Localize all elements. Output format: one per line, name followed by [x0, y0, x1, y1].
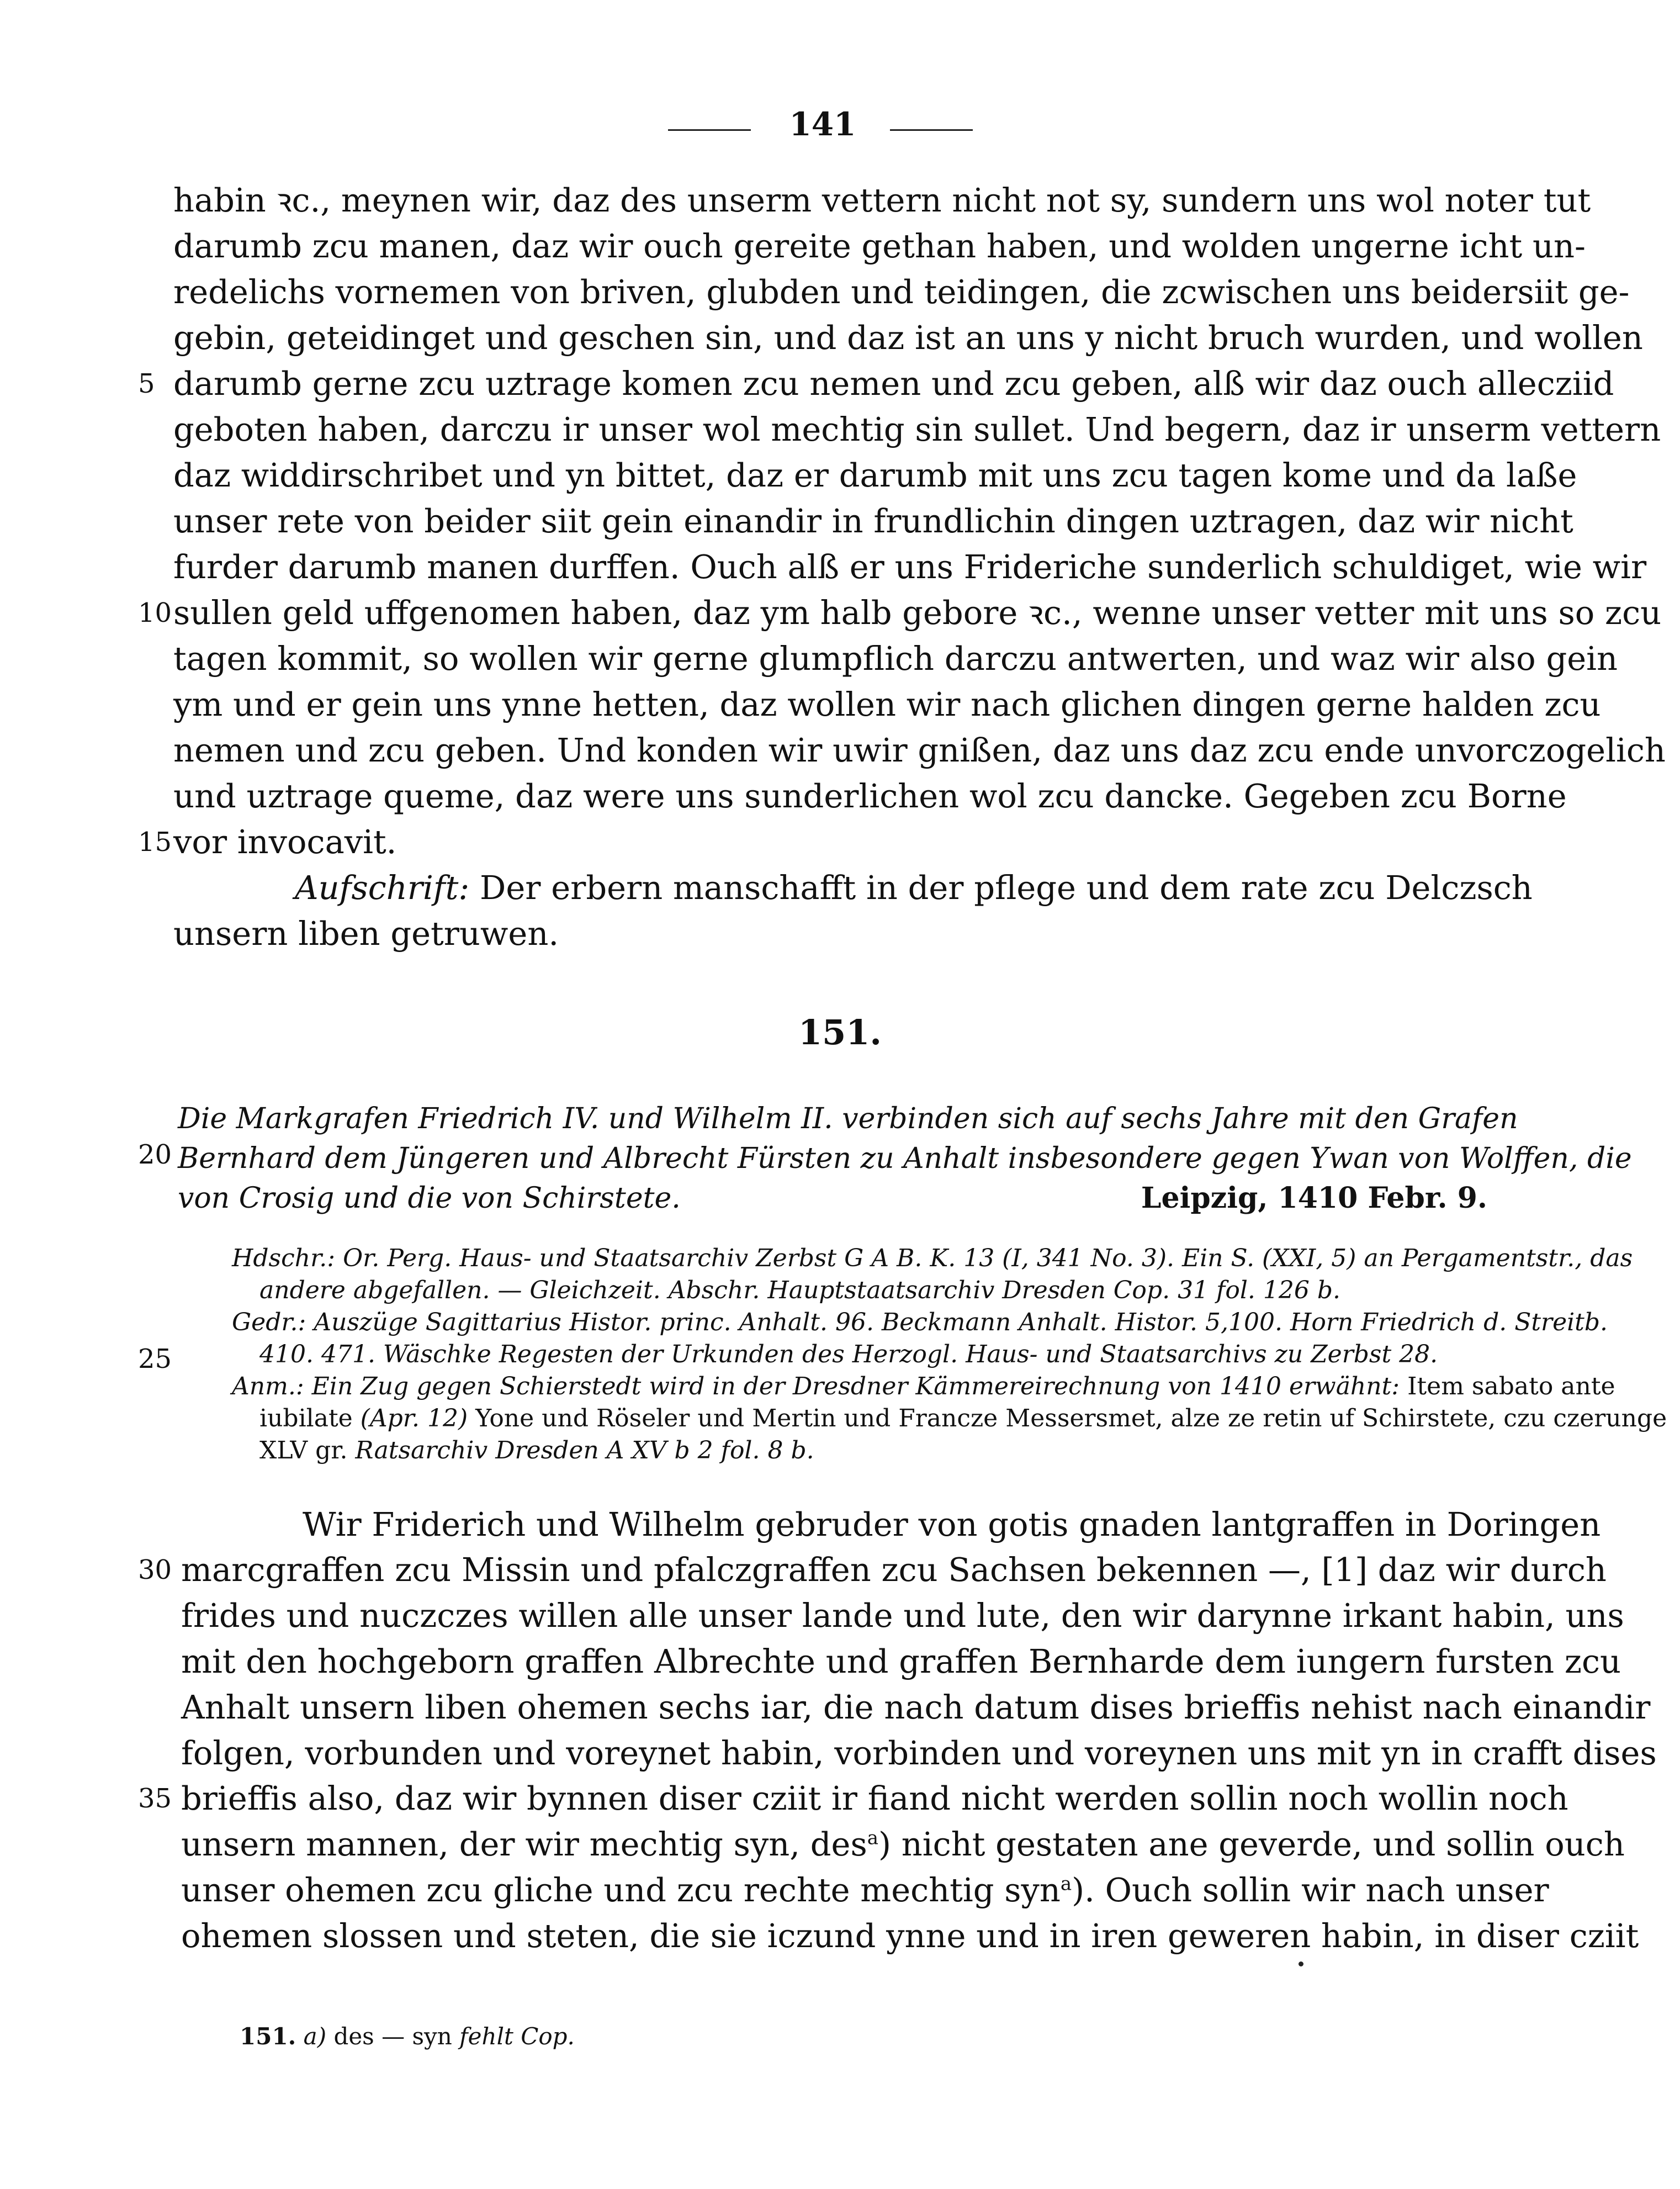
- line-number: 35: [138, 1783, 172, 1814]
- text-line: gebin, geteidinget und geschen sin, und daz ist an uns y nicht bruch wurden, und wollen: [173, 319, 1643, 357]
- regest-text: von Crosig und die von Schirstete.: [178, 1182, 681, 1215]
- header-rule-right: [890, 129, 973, 131]
- text-line: ym und er gein uns ynne hetten, daz wollen wir nach glichen dingen gerne halden zcu: [173, 685, 1601, 723]
- apparatus-note: Anm.: Ein Zug gegen Schierstedt wird in der Dresdner Kämmereirechnung von 1410 erwähnt:: [232, 1372, 1400, 1400]
- footnote-mark: a): [303, 2023, 327, 2050]
- stray-dot: [1299, 1961, 1303, 1966]
- text-line: geboten haben, darczu ir unser wol mechtig sin sullet. Und begern, daz ir unserm vettern: [173, 410, 1661, 448]
- text-segment: unser ohemen zcu gliche und zcu rechte mechtig syn: [181, 1871, 1061, 1909]
- footnote: [240, 2021, 575, 2052]
- aufschrift-label: Aufschrift:: [295, 869, 470, 907]
- regest-date: Leipzig, 1410 Febr. 9.: [1141, 1181, 1487, 1215]
- text-line: vor invocavit.: [173, 823, 397, 861]
- line-number: 10: [138, 598, 172, 628]
- apparatus-quote: Yone und Röseler und Mertin und Francze Messersmet, alze ze retin uf Schirstete, czu czerunge: [468, 1404, 1667, 1432]
- text-line: unsern liben getruwen.: [173, 914, 559, 953]
- text-line: furder darumb manen durffen. Ouch alß er uns Frideriche sunderlich schuldiget, wie wir: [173, 548, 1647, 586]
- text-line: ohemen slossen und steten, die sie iczund ynne und in iren geweren habin, in diser cziit: [181, 1917, 1639, 1955]
- footnote-ref: a: [867, 1827, 879, 1849]
- text-line: marcgraffen zcu Missin und pfalczgraffen zcu Sachsen bekennen —, [1] daz wir durch: [181, 1551, 1607, 1589]
- text-line: [181, 1868, 1549, 1913]
- apparatus-line: Hdschr.: Or. Perg. Haus- und Staatsarchiv Zerbst G A B. K. 13 (I, 341 No. 3). Ein S. (XXI, 5) an Pergamentstr., das: [232, 1244, 1633, 1272]
- line-number: 20: [138, 1139, 172, 1170]
- text-line: sullen geld uffgenomen haben, daz ym halb gebore ꝛc., wenne unser vetter mit uns so zcu: [173, 594, 1662, 632]
- page-number: 141: [789, 105, 856, 143]
- aufschrift-text: Der erbern manschafft in der pflege und dem rate zcu Delczsch: [469, 869, 1533, 907]
- page-header: [0, 105, 1680, 144]
- text-line: darumb gerne zcu uztrage komen zcu nemen und zcu geben, alß wir daz ouch allecziid: [173, 364, 1614, 403]
- footnote-number: 151.: [240, 2023, 296, 2050]
- text-line: folgen, vorbunden und voreynet habin, vorbinden und voreynen uns mit yn in crafft dises: [181, 1734, 1657, 1772]
- text-segment: unsern mannen, der wir mechtig syn, des: [181, 1825, 867, 1863]
- footnote-ref: a: [1060, 1873, 1072, 1895]
- regest-line: Die Markgrafen Friedrich IV. und Wilhelm II. verbinden sich auf sechs Jahre mit den Grafen: [178, 1102, 1518, 1135]
- text-line: darumb zcu manen, daz wir ouch gereite gethan haben, und wolden ungerne icht un-: [173, 227, 1586, 265]
- apparatus-line: [259, 1435, 814, 1467]
- text-line: und uztrage queme, daz were uns sunderlichen wol zcu dancke. Gegeben zcu Borne: [173, 777, 1567, 815]
- apparatus-date: (Apr. 12): [352, 1404, 468, 1432]
- apparatus-quote: Item sabato ante: [1400, 1372, 1615, 1400]
- text-line: habin ꝛc., meynen wir, daz des unserm vettern nicht not sy, sundern uns wol noter tut: [173, 181, 1591, 219]
- text-line: [181, 1822, 1625, 1867]
- text-line: brieffis also, daz wir bynnen diser cziit ir fiand nicht werden sollin noch wollin noch: [181, 1779, 1568, 1817]
- apparatus-line: 410. 471. Wäschke Regesten der Urkunden des Herzogl. Haus- und Staatsarchivs zu Zerbst 28.: [259, 1340, 1438, 1368]
- line-number: 25: [138, 1344, 172, 1374]
- regest-line-last: [178, 1178, 1487, 1218]
- line-number: 5: [138, 368, 155, 399]
- text-line: redelichs vornemen von briven, glubden und teidingen, die zcwischen uns beidersiit ge-: [173, 273, 1630, 311]
- apparatus-quote: XLV gr.: [259, 1436, 348, 1464]
- text-line: Anhalt unsern liben ohemen sechs iar, die nach datum dises brieffis nehist nach einandir: [181, 1688, 1651, 1726]
- text-segment: ). Ouch sollin wir nach unser: [1072, 1871, 1549, 1909]
- footnote-text-italic: fehlt Cop.: [459, 2023, 575, 2050]
- aufschrift-line: [295, 865, 1533, 911]
- document-number: 151.: [798, 1012, 882, 1053]
- text-line: frides und nuczczes willen alle unser lande und lute, den wir darynne irkant habin, uns: [181, 1596, 1624, 1635]
- footnote-text: des — syn: [326, 2023, 460, 2050]
- text-line: unser rete von beider siit gein einandir in frundlichin dingen uztragen, daz wir nicht: [173, 502, 1573, 540]
- line-number: 15: [138, 827, 172, 858]
- apparatus-line: andere abgefallen. — Gleichzeit. Abschr. Hauptstaatsarchiv Dresden Cop. 31 fol. 126 b.: [259, 1276, 1340, 1304]
- apparatus-line: [232, 1371, 1615, 1403]
- line-number: 30: [138, 1554, 172, 1585]
- text-line: tagen kommit, so wollen wir gerne glumpflich darczu antwerten, und waz wir also gein: [173, 639, 1618, 678]
- text-line: nemen und zcu geben. Und konden wir uwir gnißen, daz uns daz zcu ende unvorczogelich: [173, 731, 1666, 769]
- text-line: mit den hochgeborn graffen Albrechte und graffen Bernharde dem iungern fursten zcu: [181, 1642, 1621, 1680]
- text-line: daz widdirschribet und yn bittet, daz er darumb mit uns zcu tagen kome und da laße: [173, 456, 1577, 494]
- apparatus-quote: iubilate: [259, 1404, 353, 1432]
- apparatus-line: [259, 1403, 1667, 1435]
- regest-line: Bernhard dem Jüngeren und Albrecht Fürsten zu Anhalt insbesondere gegen Ywan von Wolffen, die: [178, 1142, 1632, 1175]
- header-rule-left: [668, 129, 751, 131]
- apparatus-source: Ratsarchiv Dresden A XV b 2 fol. 8 b.: [347, 1436, 814, 1464]
- apparatus-line: Gedr.: Auszüge Sagittarius Histor. princ. Anhalt. 96. Beckmann Anhalt. Histor. 5,100. Horn Friedrich d. Streitb.: [232, 1308, 1608, 1336]
- text-segment: ) nicht gestaten ane geverde, und sollin ouch: [878, 1825, 1625, 1863]
- text-line: Wir Friderich und Wilhelm gebruder von gotis gnaden lantgraffen in Doringen: [303, 1505, 1601, 1543]
